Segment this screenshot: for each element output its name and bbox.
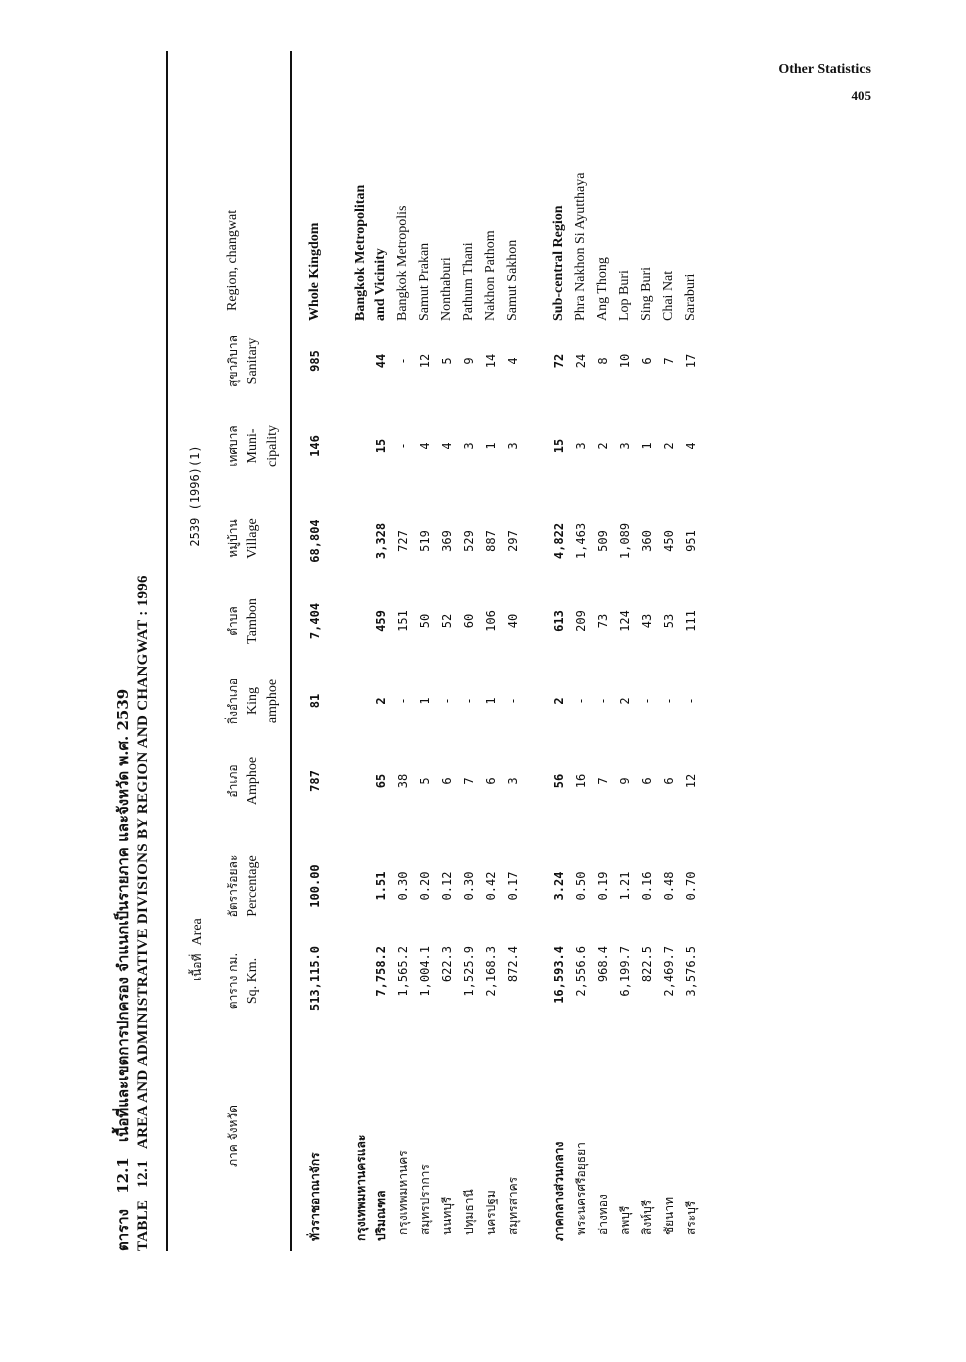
cell-sanitary: -: [396, 357, 410, 365]
cell-village: 1,089: [618, 522, 632, 560]
row-label-thai: สระบุรี: [684, 1200, 698, 1235]
table-row: [371, 51, 391, 1251]
cell-pct: 0.30: [462, 871, 476, 901]
cell-tambon: 53: [662, 613, 676, 629]
col-sqkm-eng: Sq. Km.: [245, 957, 260, 1005]
cell-tambon: 52: [440, 613, 454, 629]
title-eng-text: AREA AND ADMINISTRATIVE DIVISIONS BY REGION AND CHANGWAT : 1996: [135, 575, 151, 1149]
row-label-english: Bangkok Metropolis: [395, 205, 410, 321]
cell-tambon: 613: [552, 610, 566, 632]
row-label-english: Nonthaburi: [439, 257, 454, 321]
cell-tambon: 111: [684, 610, 698, 632]
cell-sqkm: 1,525.9: [462, 946, 476, 997]
cell-sqkm: 16,593.4: [552, 946, 566, 1004]
col-muni: [223, 411, 283, 481]
cell-sanitary: 6: [640, 357, 654, 365]
col-sqkm: [223, 936, 263, 1026]
col-king: [223, 666, 283, 736]
row-label-thai: นนทบุรี: [440, 1196, 454, 1235]
table-row: [437, 51, 457, 1251]
row-label-english: Ang Thong: [595, 257, 610, 321]
row-label-thai: ชัยนาท: [662, 1196, 676, 1235]
cell-king: 2: [552, 697, 566, 705]
title-thai-text: เนื้อที่และเขตการปกครอง จำแนกเป็นรายภาค และจังหวัด พ.ศ. 2539: [114, 688, 132, 1143]
cell-tambon: 209: [574, 610, 588, 632]
cell-muni: 2: [596, 442, 610, 450]
cell-amphoe: [351, 751, 371, 811]
cell-village: 529: [462, 530, 476, 552]
cell-village: 369: [440, 530, 454, 552]
cell-sanitary: 985: [308, 350, 322, 372]
title-english: [135, 567, 152, 1251]
cell-village: 951: [684, 530, 698, 552]
row-label-english: Sub-central Region: [551, 205, 566, 321]
col-region-thai: [223, 1036, 243, 1236]
cell-tambon: 40: [506, 613, 520, 629]
rotated-table-page: [93, 51, 873, 1251]
col-region-thai-label: ภาค จังหวัด: [226, 1105, 240, 1167]
cell-amphoe: 3: [506, 777, 520, 785]
cell-village: 297: [506, 530, 520, 552]
cell-pct: 0.20: [418, 871, 432, 901]
cell-village: 68,804: [308, 519, 322, 563]
col-king-eng1: King: [245, 687, 260, 715]
row-label-thai: สมุทรสาคร: [506, 1176, 520, 1235]
cell-muni: -: [396, 442, 410, 450]
cell-sqkm: 513,115.0: [308, 946, 322, 1012]
cell-sqkm: 872.4: [506, 946, 520, 983]
cell-sanitary: 5: [440, 357, 454, 365]
cell-king: 2: [374, 697, 388, 705]
cell-king: 1: [484, 697, 498, 705]
table-row: [549, 51, 569, 1251]
col-pct-thai: อัตราร้อยละ: [226, 854, 240, 918]
cell-pct: 1.51: [374, 871, 388, 901]
cell-king: -: [596, 697, 610, 705]
area-group-eng: Area: [190, 918, 205, 946]
cell-tambon: 151: [396, 610, 410, 632]
cell-sqkm: 822.5: [640, 946, 654, 983]
cell-village: [351, 501, 371, 581]
table-row: [305, 51, 325, 1251]
row-label-english: Lop Buri: [617, 270, 632, 321]
cell-village: 1,463: [574, 522, 588, 560]
table-row: [481, 51, 501, 1251]
cell-muni: 4: [418, 442, 432, 450]
row-label-thai: กรุงเทพมหานคร: [396, 1150, 410, 1235]
cell-sanitary: 24: [574, 353, 588, 369]
table-row: [615, 51, 635, 1251]
row-label-english: Pathum Thani: [461, 242, 476, 321]
cell-tambon: 43: [640, 613, 654, 629]
cell-village: 509: [596, 530, 610, 552]
cell-sanitary: 44: [374, 353, 388, 369]
col-sanitary-thai: สุขาภิบาล: [226, 335, 240, 387]
area-group-header: [188, 751, 207, 981]
area-group-thai: เนื้อที่: [190, 953, 204, 981]
cell-sqkm: 7,758.2: [374, 946, 388, 997]
cell-pct: 0.16: [640, 871, 654, 901]
cell-sanitary: 9: [462, 357, 476, 365]
col-region-eng-label: Region, changwat: [225, 209, 240, 311]
cell-muni: 3: [618, 442, 632, 450]
cell-pct: [351, 851, 371, 921]
cell-king: 81: [308, 693, 322, 709]
cell-tambon: 106: [484, 610, 498, 632]
cell-sqkm: [351, 946, 371, 1026]
cell-muni: 146: [308, 435, 322, 457]
cell-pct: 0.12: [440, 871, 454, 901]
col-sanitary: [223, 321, 263, 401]
cell-pct: 0.17: [506, 871, 520, 901]
table-row: [571, 51, 591, 1251]
header-bottom-rule: [290, 51, 292, 1251]
col-king-thai: กิ่งอำเภอ: [226, 677, 240, 725]
cell-muni: 3: [574, 442, 588, 450]
cell-king: -: [684, 697, 698, 705]
col-amphoe-thai: อำเภอ: [226, 764, 240, 798]
title-thai-prefix: ตาราง: [114, 1209, 132, 1251]
cell-amphoe: 65: [374, 773, 388, 789]
cell-village: 887: [484, 530, 498, 552]
cell-sanitary: 72: [552, 353, 566, 369]
row-label-thai: ภาคกลางส่วนกลาง: [552, 1141, 566, 1241]
col-tambon-eng: Tambon: [245, 598, 260, 644]
row-label-thai: ปริมณฑล: [374, 1190, 388, 1241]
title-thai: [111, 679, 135, 1251]
cell-amphoe: 7: [462, 777, 476, 785]
col-muni-eng2: cipality: [265, 425, 280, 467]
cell-village: 519: [418, 530, 432, 552]
cell-muni: [351, 416, 371, 476]
table-row: [681, 51, 701, 1251]
cell-amphoe: 5: [418, 777, 432, 785]
cell-sqkm: 2,469.7: [662, 946, 676, 997]
cell-sqkm: 2,168.3: [484, 946, 498, 997]
table-row: [415, 51, 435, 1251]
cell-amphoe: 16: [574, 773, 588, 789]
col-amphoe-eng: Amphoe: [245, 756, 260, 806]
row-label-thai: ปทุมธานี: [462, 1189, 476, 1235]
cell-tambon: 7,404: [308, 602, 322, 640]
section-title: Other Statistics: [778, 62, 871, 77]
row-label-english: Whole Kingdom: [307, 222, 322, 321]
cell-muni: 4: [440, 442, 454, 450]
cell-king: [351, 671, 371, 731]
cell-amphoe: 6: [640, 777, 654, 785]
cell-amphoe: 6: [440, 777, 454, 785]
row-label-thai: สิงห์บุรี: [640, 1199, 654, 1235]
col-tambon-thai: ตำบล: [226, 606, 240, 636]
row-label-english: Samut Sakhon: [505, 239, 520, 321]
title-thai-number: 12.1: [114, 1157, 132, 1194]
cell-pct: 0.19: [596, 871, 610, 901]
row-label-thai: ลพบุรี: [618, 1205, 632, 1235]
cell-sqkm: 6,199.7: [618, 946, 632, 997]
cell-amphoe: 38: [396, 773, 410, 789]
year-group-header: [188, 331, 203, 661]
row-label-thai: กรุงเทพมหานครและ: [354, 1134, 368, 1241]
cell-tambon: 50: [418, 613, 432, 629]
cell-amphoe: 12: [684, 773, 698, 789]
cell-muni: 1: [484, 442, 498, 450]
col-king-eng2: amphoe: [265, 678, 280, 724]
col-pct: [223, 841, 263, 931]
cell-village: 727: [396, 530, 410, 552]
cell-pct: 100.00: [308, 864, 322, 908]
cell-sqkm: 3,576.5: [684, 946, 698, 997]
cell-muni: 3: [506, 442, 520, 450]
cell-king: -: [662, 697, 676, 705]
table-row: [593, 51, 613, 1251]
cell-sqkm: 2,556.6: [574, 946, 588, 997]
row-label-english: Phra Nakhon Si Ayutthaya: [573, 172, 588, 321]
cell-sanitary: 7: [662, 357, 676, 365]
cell-pct: 0.70: [684, 871, 698, 901]
cell-king: 2: [618, 697, 632, 705]
cell-muni: 15: [552, 438, 566, 454]
cell-tambon: 60: [462, 613, 476, 629]
cell-pct: 1.21: [618, 871, 632, 901]
title-eng-prefix: TABLE: [135, 1199, 151, 1251]
col-amphoe: [223, 746, 263, 816]
table-row: [351, 51, 371, 1251]
col-muni-eng1: Muni-: [245, 428, 260, 464]
cell-pct: 0.42: [484, 871, 498, 901]
row-label-english: Nakhon Pathom: [483, 230, 498, 321]
cell-king: -: [574, 697, 588, 705]
col-village-eng: Village: [245, 518, 260, 559]
cell-amphoe: 7: [596, 777, 610, 785]
title-eng-number: 12.1: [135, 1160, 151, 1188]
cell-pct: 0.30: [396, 871, 410, 901]
cell-village: 360: [640, 530, 654, 552]
cell-tambon: [351, 591, 371, 651]
cell-sqkm: 622.3: [440, 946, 454, 983]
cell-pct: 0.50: [574, 871, 588, 901]
col-sqkm-thai: ตาราง กม.: [226, 952, 240, 1010]
cell-amphoe: 56: [552, 773, 566, 789]
col-village: [223, 501, 263, 576]
cell-sqkm: 1,004.1: [418, 946, 432, 997]
page-number: 405: [851, 88, 871, 103]
cell-muni: 2: [662, 442, 676, 450]
cell-village: 3,328: [374, 522, 388, 560]
row-label-thai: พระนครศรีอยุธยา: [574, 1142, 588, 1235]
table-row: [637, 51, 657, 1251]
cell-king: -: [640, 697, 654, 705]
col-tambon: [223, 586, 263, 656]
row-label-english: Sing Buri: [639, 266, 654, 321]
row-label-thai: นครปฐม: [484, 1190, 498, 1235]
col-region-eng: [223, 61, 243, 311]
cell-king: -: [506, 697, 520, 705]
cell-amphoe: 787: [308, 770, 322, 792]
top-rule: [166, 51, 168, 1251]
cell-muni: 1: [640, 442, 654, 450]
row-label-english: Chai Nat: [661, 270, 676, 321]
cell-sanitary: 17: [684, 353, 698, 369]
col-sanitary-eng: Sanitary: [245, 337, 260, 385]
cell-tambon: 73: [596, 613, 610, 629]
cell-village: 4,822: [552, 522, 566, 560]
row-label-english: and Vicinity: [373, 248, 388, 321]
row-label-thai: ทั่วราชอาณาจักร: [308, 1152, 322, 1241]
cell-king: 1: [418, 697, 432, 705]
cell-muni: 15: [374, 438, 388, 454]
cell-sanitary: 14: [484, 353, 498, 369]
cell-king: -: [462, 697, 476, 705]
cell-sanitary: 12: [418, 353, 432, 369]
col-village-thai: หมู่บ้าน: [226, 519, 240, 558]
table-row: [459, 51, 479, 1251]
cell-amphoe: 6: [662, 777, 676, 785]
cell-sanitary: 8: [596, 357, 610, 365]
cell-tambon: 124: [618, 610, 632, 632]
cell-sanitary: 10: [618, 353, 632, 369]
table-row: [503, 51, 523, 1251]
cell-village: 450: [662, 530, 676, 552]
row-label-english: Bangkok Metropolitan: [353, 184, 368, 321]
col-pct-eng: Percentage: [245, 855, 260, 917]
cell-sqkm: 968.4: [596, 946, 610, 983]
row-label-english: Samut Prakan: [417, 242, 432, 321]
row-label-english: Saraburi: [683, 273, 698, 321]
cell-tambon: 459: [374, 610, 388, 632]
col-muni-thai: เทศบาล: [226, 425, 240, 467]
cell-king: -: [396, 697, 410, 705]
row-label-thai: อ่างทอง: [596, 1194, 610, 1235]
cell-sanitary: 4: [506, 357, 520, 365]
cell-amphoe: 9: [618, 777, 632, 785]
cell-muni: 4: [684, 442, 698, 450]
table-row: [393, 51, 413, 1251]
row-label-thai: สมุทรปราการ: [418, 1164, 432, 1235]
cell-muni: 3: [462, 442, 476, 450]
cell-sanitary: [351, 331, 371, 391]
cell-amphoe: 6: [484, 777, 498, 785]
cell-pct: 3.24: [552, 871, 566, 901]
table-row: [659, 51, 679, 1251]
cell-sqkm: 1,565.2: [396, 946, 410, 997]
cell-king: -: [440, 697, 454, 705]
cell-pct: 0.48: [662, 871, 676, 901]
year-group-label: 2539 (1996)(1): [188, 445, 202, 547]
